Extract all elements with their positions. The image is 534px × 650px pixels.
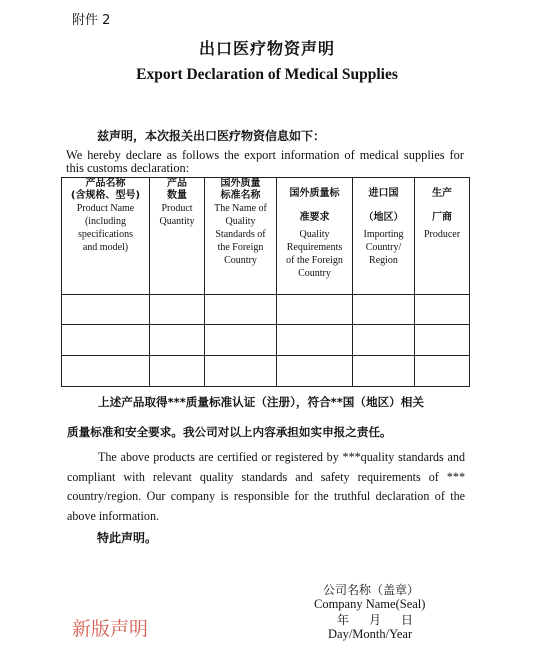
header-cn: 国外质量标 准要求 <box>289 188 340 223</box>
table-cell[interactable] <box>277 325 353 356</box>
company-name-cn: 公司名称（盖章） <box>323 583 420 597</box>
table-cell[interactable] <box>205 295 277 325</box>
attachment-label: 附件 2 <box>72 13 111 28</box>
year-label: 年 <box>336 613 349 627</box>
header-cn: 产品 数量 <box>167 178 187 201</box>
header-en: Quality Requirements of the Foreign Country <box>286 229 343 279</box>
header-cn: 生产 厂商 <box>432 188 452 223</box>
header-cn: 国外质量 标准名称 <box>220 178 261 201</box>
header-cn: 进口国 （地区） <box>363 188 404 223</box>
table-header-row <box>62 178 470 295</box>
document-title-en: Export Declaration of Medical Supplies <box>136 66 398 83</box>
table-cell[interactable] <box>415 295 470 325</box>
company-name-en: Company Name(Seal) <box>314 597 426 611</box>
table-cell[interactable] <box>277 295 353 325</box>
header-en: Product Name (including specifications and model) <box>76 203 135 253</box>
table-cell[interactable] <box>150 325 205 356</box>
certification-statement-cn-line2: 质量标准和安全要求。我公司对以上内容承担如实申报之责任。 <box>67 425 392 439</box>
special-declaration: 特此声明。 <box>97 531 158 545</box>
table-cell[interactable] <box>205 356 277 387</box>
header-quantity <box>150 178 205 295</box>
table-cell[interactable] <box>353 356 415 387</box>
header-en: Product Quantity <box>159 203 195 227</box>
declaration-intro-en: We hereby declare as follows the export information of medical supplies for this customs declaration: <box>66 148 464 175</box>
table-row <box>62 356 470 387</box>
header-en: Importing Country/ Region <box>363 229 404 266</box>
certification-statement-cn-line1: 上述产品取得***质量标准认证（注册），符合**国（地区）相关 <box>98 395 424 409</box>
header-producer <box>415 178 470 295</box>
header-standard-name <box>205 178 277 295</box>
declaration-intro-cn: 兹声明，本次报关出口医疗物资信息如下： <box>97 129 326 143</box>
certification-statement-en: The above products are certified or registered by ***quality standards and compliant with relevant quality standards and safety requirements of *** country/region. Our company is responsible for the truthful declaration of the above information. <box>67 450 465 523</box>
table-cell[interactable] <box>150 295 205 325</box>
date-ymd <box>327 611 427 628</box>
table-cell[interactable] <box>353 325 415 356</box>
table-cell[interactable] <box>62 295 150 325</box>
header-en: The Name of Quality Standards of the Foreign Country <box>214 203 267 266</box>
table-cell[interactable] <box>150 356 205 387</box>
header-en: Producer <box>423 229 461 240</box>
header-importing-country <box>353 178 415 295</box>
header-quality-requirements <box>277 178 353 295</box>
header-cn: 产品名称 (含规格、型号) <box>70 178 141 201</box>
table-cell[interactable] <box>277 356 353 387</box>
table-cell[interactable] <box>415 356 470 387</box>
supplies-table <box>61 177 470 387</box>
date-format-en: Day/Month/Year <box>328 627 413 641</box>
header-product-name <box>62 178 150 295</box>
table-row <box>62 325 470 356</box>
table-cell[interactable] <box>415 325 470 356</box>
day-label: 日 <box>400 613 413 627</box>
table-cell[interactable] <box>205 325 277 356</box>
table-row <box>62 295 470 325</box>
table-cell[interactable] <box>353 295 415 325</box>
table-cell[interactable] <box>62 356 150 387</box>
month-label: 月 <box>368 613 381 627</box>
new-version-stamp: 新版声明 <box>72 618 149 640</box>
table-cell[interactable] <box>62 325 150 356</box>
document-title-cn: 出口医疗物资声明 <box>198 39 335 58</box>
